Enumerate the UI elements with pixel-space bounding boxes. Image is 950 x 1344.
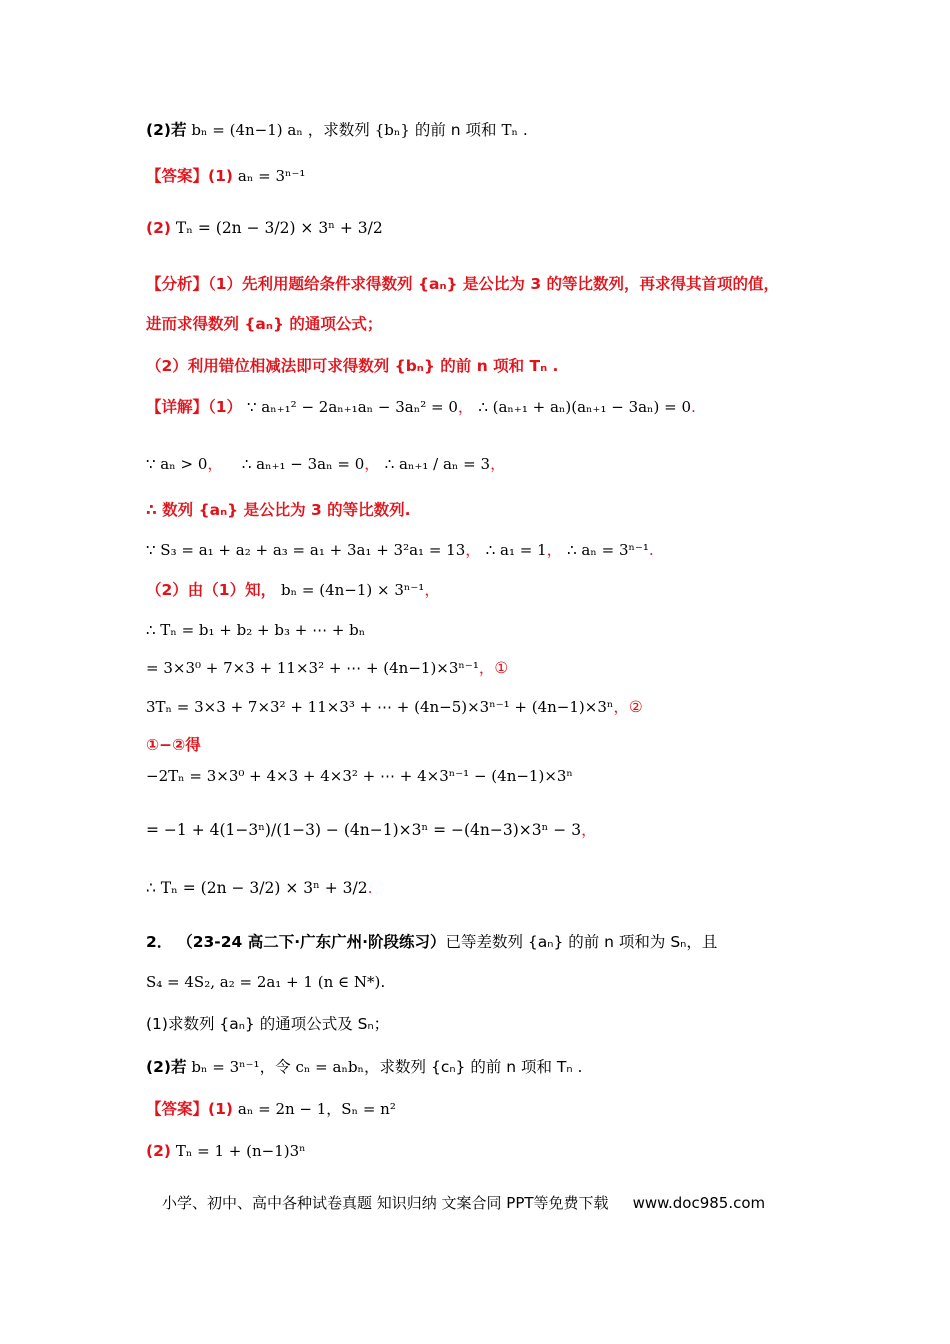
text: 已等差数列 {aₙ} 的前 n 项和为 Sₙ，且 xyxy=(445,933,718,951)
formula: ∴ aₙ = 3ⁿ⁻¹ xyxy=(567,541,649,559)
analysis-line-2 xyxy=(146,314,382,334)
detail-line-12 xyxy=(146,878,373,898)
formula: ∴ aₙ₊₁ − 3aₙ = 0 xyxy=(241,455,365,473)
formula: aₙ = 3ⁿ⁻¹ xyxy=(237,167,306,185)
q2-answer-line-1 xyxy=(146,1099,396,1119)
text: . xyxy=(522,121,528,139)
formula: ∴ Tₙ = (2n − 3/2) × 3ⁿ + 3/2 xyxy=(146,879,368,897)
formula: = 3×3⁰ + 7×3 + 11×3² + ⋯ + (4n−1)×3ⁿ⁻¹ xyxy=(146,659,479,677)
part-label: (1) xyxy=(208,1100,233,1118)
part-label: （1） xyxy=(208,398,243,416)
detail-tag: 【详解】 xyxy=(146,398,209,416)
formula: = −1 + 4(1−3ⁿ)/(1−3) − (4n−1)×3ⁿ = −(4n−3)×3ⁿ − 3 xyxy=(146,821,582,839)
text: ∴ 数列 {aₙ} 是公比为 3 的等比数列. xyxy=(146,501,411,519)
detail-line-5: （2）由（1）知， bₙ = (4n−1) × 3ⁿ⁻¹， xyxy=(146,581,440,599)
text: ，令 xyxy=(259,1058,291,1076)
detail-line-3 xyxy=(146,500,411,520)
text: ①−②得 xyxy=(146,736,201,754)
formula: cₙ = aₙbₙ xyxy=(295,1058,365,1076)
formula: Tₙ = 1 + (n−1)3ⁿ xyxy=(175,1142,306,1160)
detail-line-7 xyxy=(146,658,508,678)
part-label: (2)若 xyxy=(146,121,187,139)
equation-mark: ，② xyxy=(613,698,643,716)
text: . xyxy=(691,398,696,416)
formula: ∴ (aₙ₊₁ + aₙ)(aₙ₊₁ − 3aₙ) = 0 xyxy=(478,398,692,416)
answer-tag: 【答案】 xyxy=(146,1100,209,1118)
q1-part2-question xyxy=(146,120,528,140)
footer-text: 小学、初中、高中各种试卷真题 知识归纳 文案合同 PPT等免费下载 xyxy=(162,1194,609,1212)
formula: −2Tₙ = 3×3⁰ + 4×3 + 4×3² + ⋯ + 4×3ⁿ⁻¹ − (4n−1)×3ⁿ xyxy=(146,767,573,785)
equation-mark: ，① xyxy=(478,659,509,677)
detail-line-1 xyxy=(146,397,696,417)
formula: S₄ = 4S₂, a₂ = 2a₁ + 1 (n ∈ N*) xyxy=(146,973,381,991)
text: ，求数列 xyxy=(307,121,370,139)
formula: bₙ = 3ⁿ⁻¹ xyxy=(191,1058,260,1076)
formula: bₙ = (4n−1) × 3ⁿ⁻¹ xyxy=(281,581,425,599)
formula: ∵ aₙ₊₁² − 2aₙ₊₁aₙ − 3aₙ² = 0 xyxy=(247,398,458,416)
text: ， xyxy=(457,398,474,416)
analysis-line-1 xyxy=(146,274,779,294)
formula: {bₙ} xyxy=(374,121,410,139)
page-footer xyxy=(162,1192,765,1213)
formula: ∵ S₃ = a₁ + a₂ + a₃ = a₁ + 3a₁ + 3²a₁ = 13 xyxy=(146,541,466,559)
answer-tag: 【答案】 xyxy=(146,167,209,185)
text: . xyxy=(367,879,373,897)
text: （2）由（1）知， xyxy=(146,581,277,599)
question-source: （23-24 高二下·广东广州·阶段练习） xyxy=(177,933,446,951)
part-label: (2)若 xyxy=(146,1058,187,1076)
answer-line-2 xyxy=(146,218,383,238)
detail-line-11 xyxy=(146,820,597,840)
q2-part2 xyxy=(146,1057,582,1077)
detail-line-9 xyxy=(146,735,201,755)
detail-line-2: ∵ aₙ > 0， ∴ aₙ₊₁ − 3aₙ = 0， ∴ aₙ₊₁ / aₙ = 3， xyxy=(146,455,506,473)
text: ， xyxy=(581,821,597,839)
formula: ∴ aₙ₊₁ / aₙ = 3 xyxy=(384,455,491,473)
formula: ∵ aₙ > 0 xyxy=(146,455,208,473)
detail-line-4: ∵ S₃ = a₁ + a₂ + a₃ = a₁ + 3a₁ + 3²a₁ = 13， ∴ a₁ = 1， ∴ aₙ = 3ⁿ⁻¹. xyxy=(146,541,654,559)
part-label: (2) xyxy=(146,219,171,237)
text: 的前 n 项和 xyxy=(414,121,497,139)
part-label: (1) xyxy=(208,167,233,185)
formula: ∴ Tₙ = b₁ + b₂ + b₃ + ⋯ + bₙ xyxy=(146,621,366,639)
formula: bₙ = (4n−1) aₙ xyxy=(191,121,303,139)
detail-line-8 xyxy=(146,697,643,717)
answer-line-1 xyxy=(146,166,305,186)
q2-part1 xyxy=(146,1014,389,1034)
footer-link[interactable]: www.doc985.com xyxy=(632,1194,766,1212)
text: (1)求数列 {aₙ} 的通项公式及 Sₙ； xyxy=(146,1015,390,1033)
detail-line-6 xyxy=(146,620,365,640)
q2-stem-line-2 xyxy=(146,972,385,992)
text: . xyxy=(380,973,386,991)
question-number: 2． xyxy=(146,933,173,951)
q2-stem-line-1 xyxy=(146,932,717,952)
detail-line-10 xyxy=(146,766,573,786)
q2-answer-line-2 xyxy=(146,1141,306,1161)
formula: 3Tₙ = 3×3 + 7×3² + 11×3³ + ⋯ + (4n−5)×3ⁿ⁻¹ + (4n−1)×3ⁿ xyxy=(146,698,614,716)
text: （1）先利用题给条件求得数列 {aₙ} 是公比为 3 的等比数列，再求得其首项的值， xyxy=(208,275,780,293)
formula: Tₙ xyxy=(501,121,518,139)
text: 进而求得数列 {aₙ} 的通项公式； xyxy=(146,315,383,333)
text: ，求数列 {cₙ} 的前 n 项和 Tₙ . xyxy=(364,1058,583,1076)
formula: Tₙ = (2n − 3/2) × 3ⁿ + 3/2 xyxy=(175,219,383,237)
part-label: (2) xyxy=(146,1142,171,1160)
formula: ∴ a₁ = 1 xyxy=(485,541,547,559)
text: （2）利用错位相减法即可求得数列 {bₙ} 的前 n 项和 Tₙ . xyxy=(146,357,559,375)
formula: aₙ = 2n − 1，Sₙ = n² xyxy=(237,1100,396,1118)
analysis-tag: 【分析】 xyxy=(146,275,209,293)
analysis-line-3 xyxy=(146,356,558,376)
